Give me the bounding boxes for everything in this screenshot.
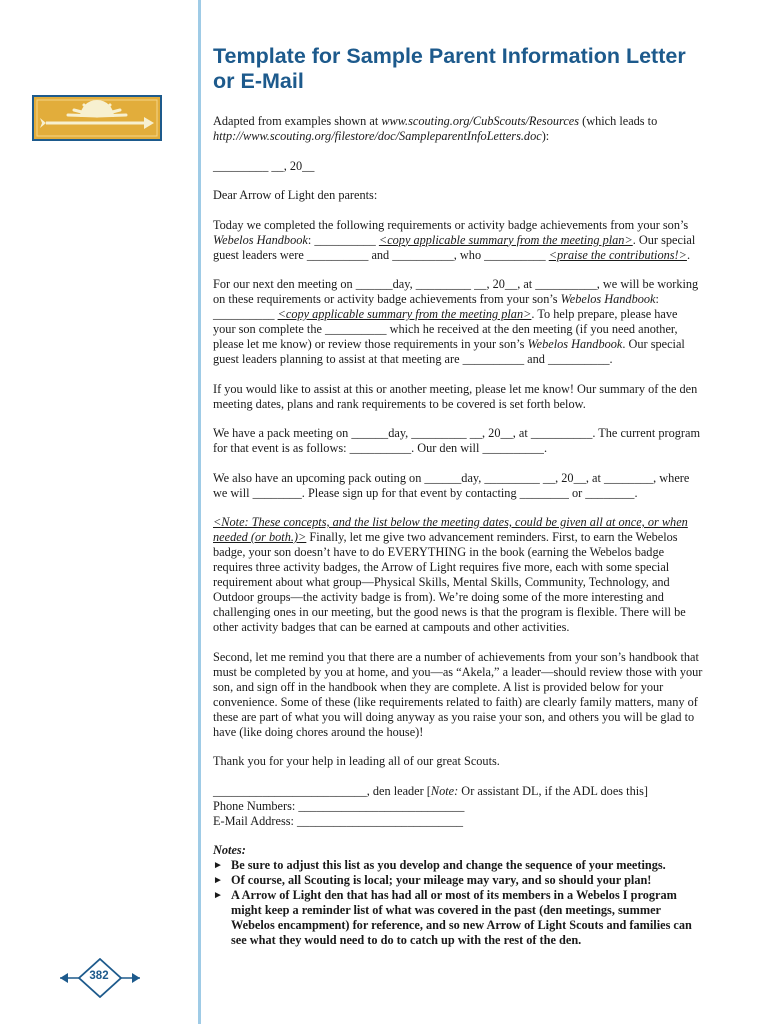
phone-line: Phone Numbers: ___________________________ <box>213 798 465 813</box>
praise-placeholder: <praise the contributions!> <box>548 247 687 262</box>
list-item: ► Of course, all Scouting is local; your mileage may vary, and so should your plan! <box>213 873 652 887</box>
salutation: Dear Arrow of Light den parents: <box>213 188 378 202</box>
intro-paragraph: Adapted from examples shown at www.scouting.org/CubScouts/Resources (which leads to http://www.scouting.org/filestore/doc/SampleparentInfoLetters.doc): <box>213 114 658 143</box>
assist-paragraph: If you would like to assist at this or another meeting, please let me know! Our summary of the den meeting dates, plans and rank requirements to be covered is set forth below. <box>213 381 698 411</box>
notes-list <box>213 858 703 948</box>
email-line: E-Mail Address: ___________________________ <box>213 813 464 828</box>
advancement-reminder-paragraph: <Note: These concepts, and the list below the meeting dates, could be given all at once, or when needed (or both.)> Finally, let me give two advancement reminders. First, to earn the Webelos badge, your son doesn’t have to do EVERYTHING in the book (earning the Webelos badge requires three activity badges, the Arrow of Light requires five more, each with some special requirement about what group—Physical Skills, Mental Skills, Community, Technology, and Outdoor groups—the activity badge is from). We’re doing some of the more interesting and challenging ones in our meeting, but the good news is that the program is flexible. There will be other activity badges that can be earned at campouts and other activities. <box>213 515 688 634</box>
notes-title: Notes: <box>213 843 246 857</box>
page-number: 382 <box>89 970 109 982</box>
copy-summary-placeholder: <copy applicable summary from the meeting plan> <box>277 307 532 321</box>
bullet-arrow-icon: ► <box>213 890 223 901</box>
margin-rule <box>198 0 201 1024</box>
pack-outing-paragraph: We also have an upcoming pack outing on ______day, _________ __, 20__, at ________, where we will ________. Please sign up for that event by contacting ________ or ________. <box>213 470 690 500</box>
signature-line: _________________________, den leader [Note: Or assistant DL, if the ADL does this] <box>213 783 649 798</box>
pack-meeting-paragraph: We have a pack meeting on ______day, _________ __, 20__, at __________. The current program for that event is as follows: __________. Our den will __________. <box>213 426 701 455</box>
letter-content <box>213 44 703 948</box>
date-line: _________ __, 20__ <box>213 158 315 173</box>
home-achievements-paragraph: Second, let me remind you that there are a number of achievements from your son’s handbook that must be completed by you at home, and you—as “Akela,” a leader—should review those with your son, and sign off in the handbook when they are complete. A list is provided below for your convenience. Some of these (like requirements related to faith) are clearly family matters, many of these are part of what you will doing anyway as you raise your son, and others you will be glad to have (like doing chores around the house)! <box>213 649 703 739</box>
list-item: ► A Arrow of Light den that has had all or most of its members in a Webelos I program might keep a reminder list of what was covered in the past (den meetings, summer Webelos encampment) for reference, and so new Arrow of Light Scouts and families can see what they would need to do to catch up with the rest of the den. <box>213 888 692 947</box>
bullet-arrow-icon: ► <box>213 860 223 871</box>
page-title: Template for Sample Parent Information Letter or E-Mail <box>213 44 686 93</box>
note-placeholder: <Note: These concepts, and the list below the meeting dates, could be given all at once, or when needed (or both.)> <box>213 515 688 544</box>
document-url: http://www.scouting.org/filestore/doc/SampleparentInfoLetters.doc <box>213 129 542 143</box>
list-item: ► Be sure to adjust this list as you develop and change the sequence of your meetings. <box>213 858 666 872</box>
bullet-arrow-icon: ► <box>213 875 223 886</box>
signature-block <box>213 784 703 829</box>
completed-requirements-paragraph: Today we completed the following requirements or activity badge achievements from your son’s Webelos Handbook: __________ <copy applicable summary from the meeting plan>. Our special guest leaders were __________ and __________, who __________ <praise the contributions!>. <box>213 217 696 262</box>
next-meeting-paragraph: For our next den meeting on ______day, _________ __, 20__, at __________, we will be working on these requirements or activity badge achievements from your son’s Webelos Handbook: __________ <copy applicable summary from the meeting plan>. To help prepare, please have your son complete the __________ which he received at the den meeting (if you need another, please let me know) or review those requirements in your son’s Webelos Handbook. Our special guest leaders planning to assist at that meeting are __________ and __________. <box>213 277 699 366</box>
closing-line: Thank you for your help in leading all of our great Scouts. <box>213 754 500 768</box>
copy-summary-placeholder: <copy applicable summary from the meeting plan> <box>378 232 633 247</box>
arrow-of-light-badge-icon <box>32 95 162 141</box>
resources-url: www.scouting.org/CubScouts/Resources <box>381 114 580 128</box>
